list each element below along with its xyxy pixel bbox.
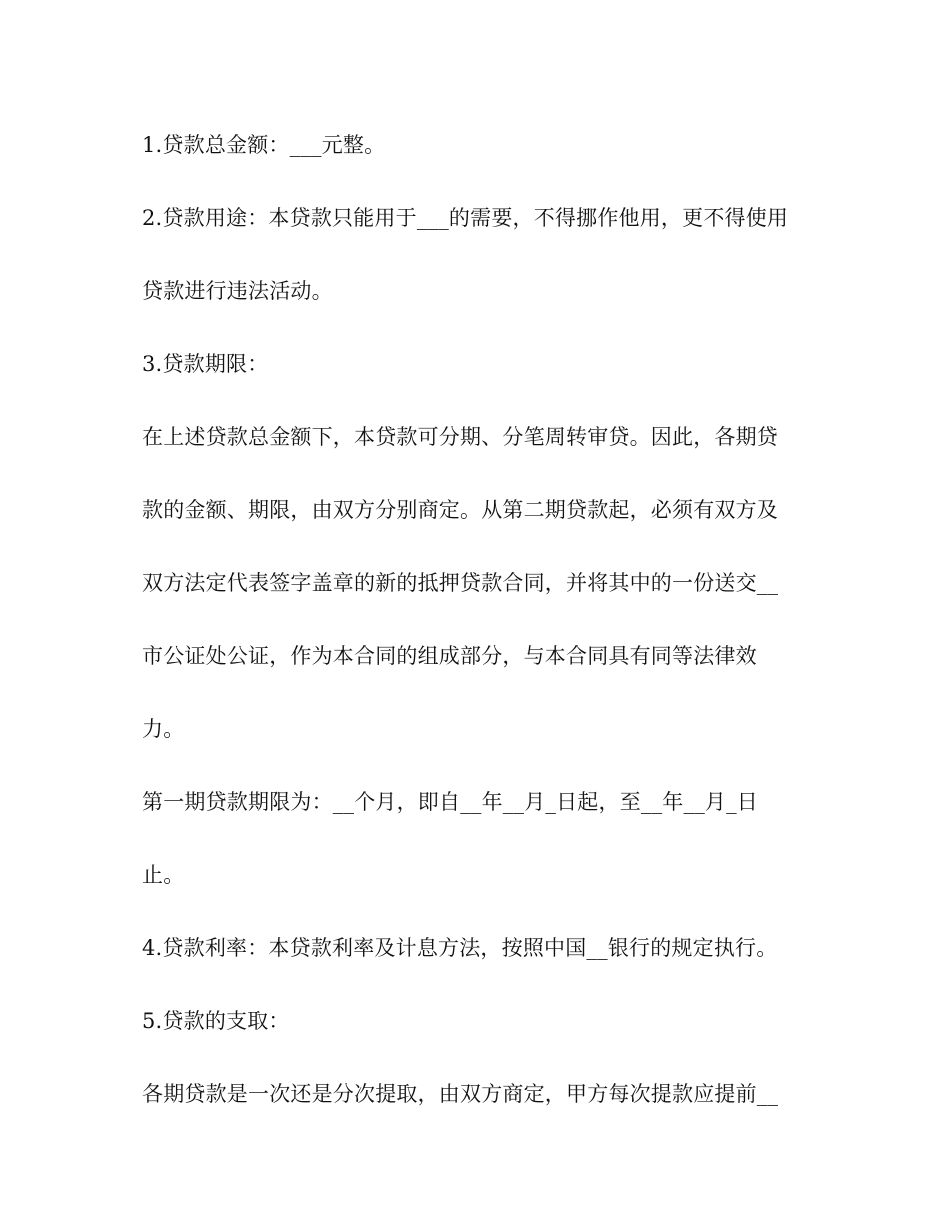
clause-1-loan-amount: 1.贷款总金额：___元整。 — [142, 133, 386, 157]
paragraph-line: 市公证处公证，作为本合同的组成部分，与本合同具有同等法律效 — [142, 644, 757, 668]
paragraph-line: 在上述贷款总金额下，本贷款可分期、分笔周转审贷。因此，各期贷 — [142, 425, 778, 449]
first-period-term-line-continued: 止。 — [142, 863, 185, 887]
clause-2-loan-purpose-continued: 贷款进行违法活动。 — [142, 279, 333, 303]
paragraph-line: 款的金额、期限，由双方分别商定。从第二期贷款起，必须有双方及 — [142, 498, 778, 522]
clause-4-interest-rate: 4.贷款利率：本贷款利率及计息方法，按照中国__银行的规定执行。 — [142, 936, 778, 960]
first-period-term-line: 第一期贷款期限为：__个月，即自__年__月_日起，至__年__月_日 — [142, 790, 758, 814]
paragraph-line: 各期贷款是一次还是分次提取，由双方商定，甲方每次提款应提前__ — [142, 1082, 779, 1106]
clause-2-loan-purpose: 2.贷款用途：本贷款只能用于___的需要，不得挪作他用，更不得使用 — [142, 206, 789, 230]
clause-5-loan-withdrawal: 5.贷款的支取： — [142, 1009, 290, 1033]
paragraph-line: 双方法定代表签字盖章的新的抵押贷款合同，并将其中的一份送交__ — [142, 571, 779, 595]
clause-3-loan-term: 3.贷款期限： — [142, 352, 269, 376]
paragraph-line: 力。 — [142, 717, 185, 741]
